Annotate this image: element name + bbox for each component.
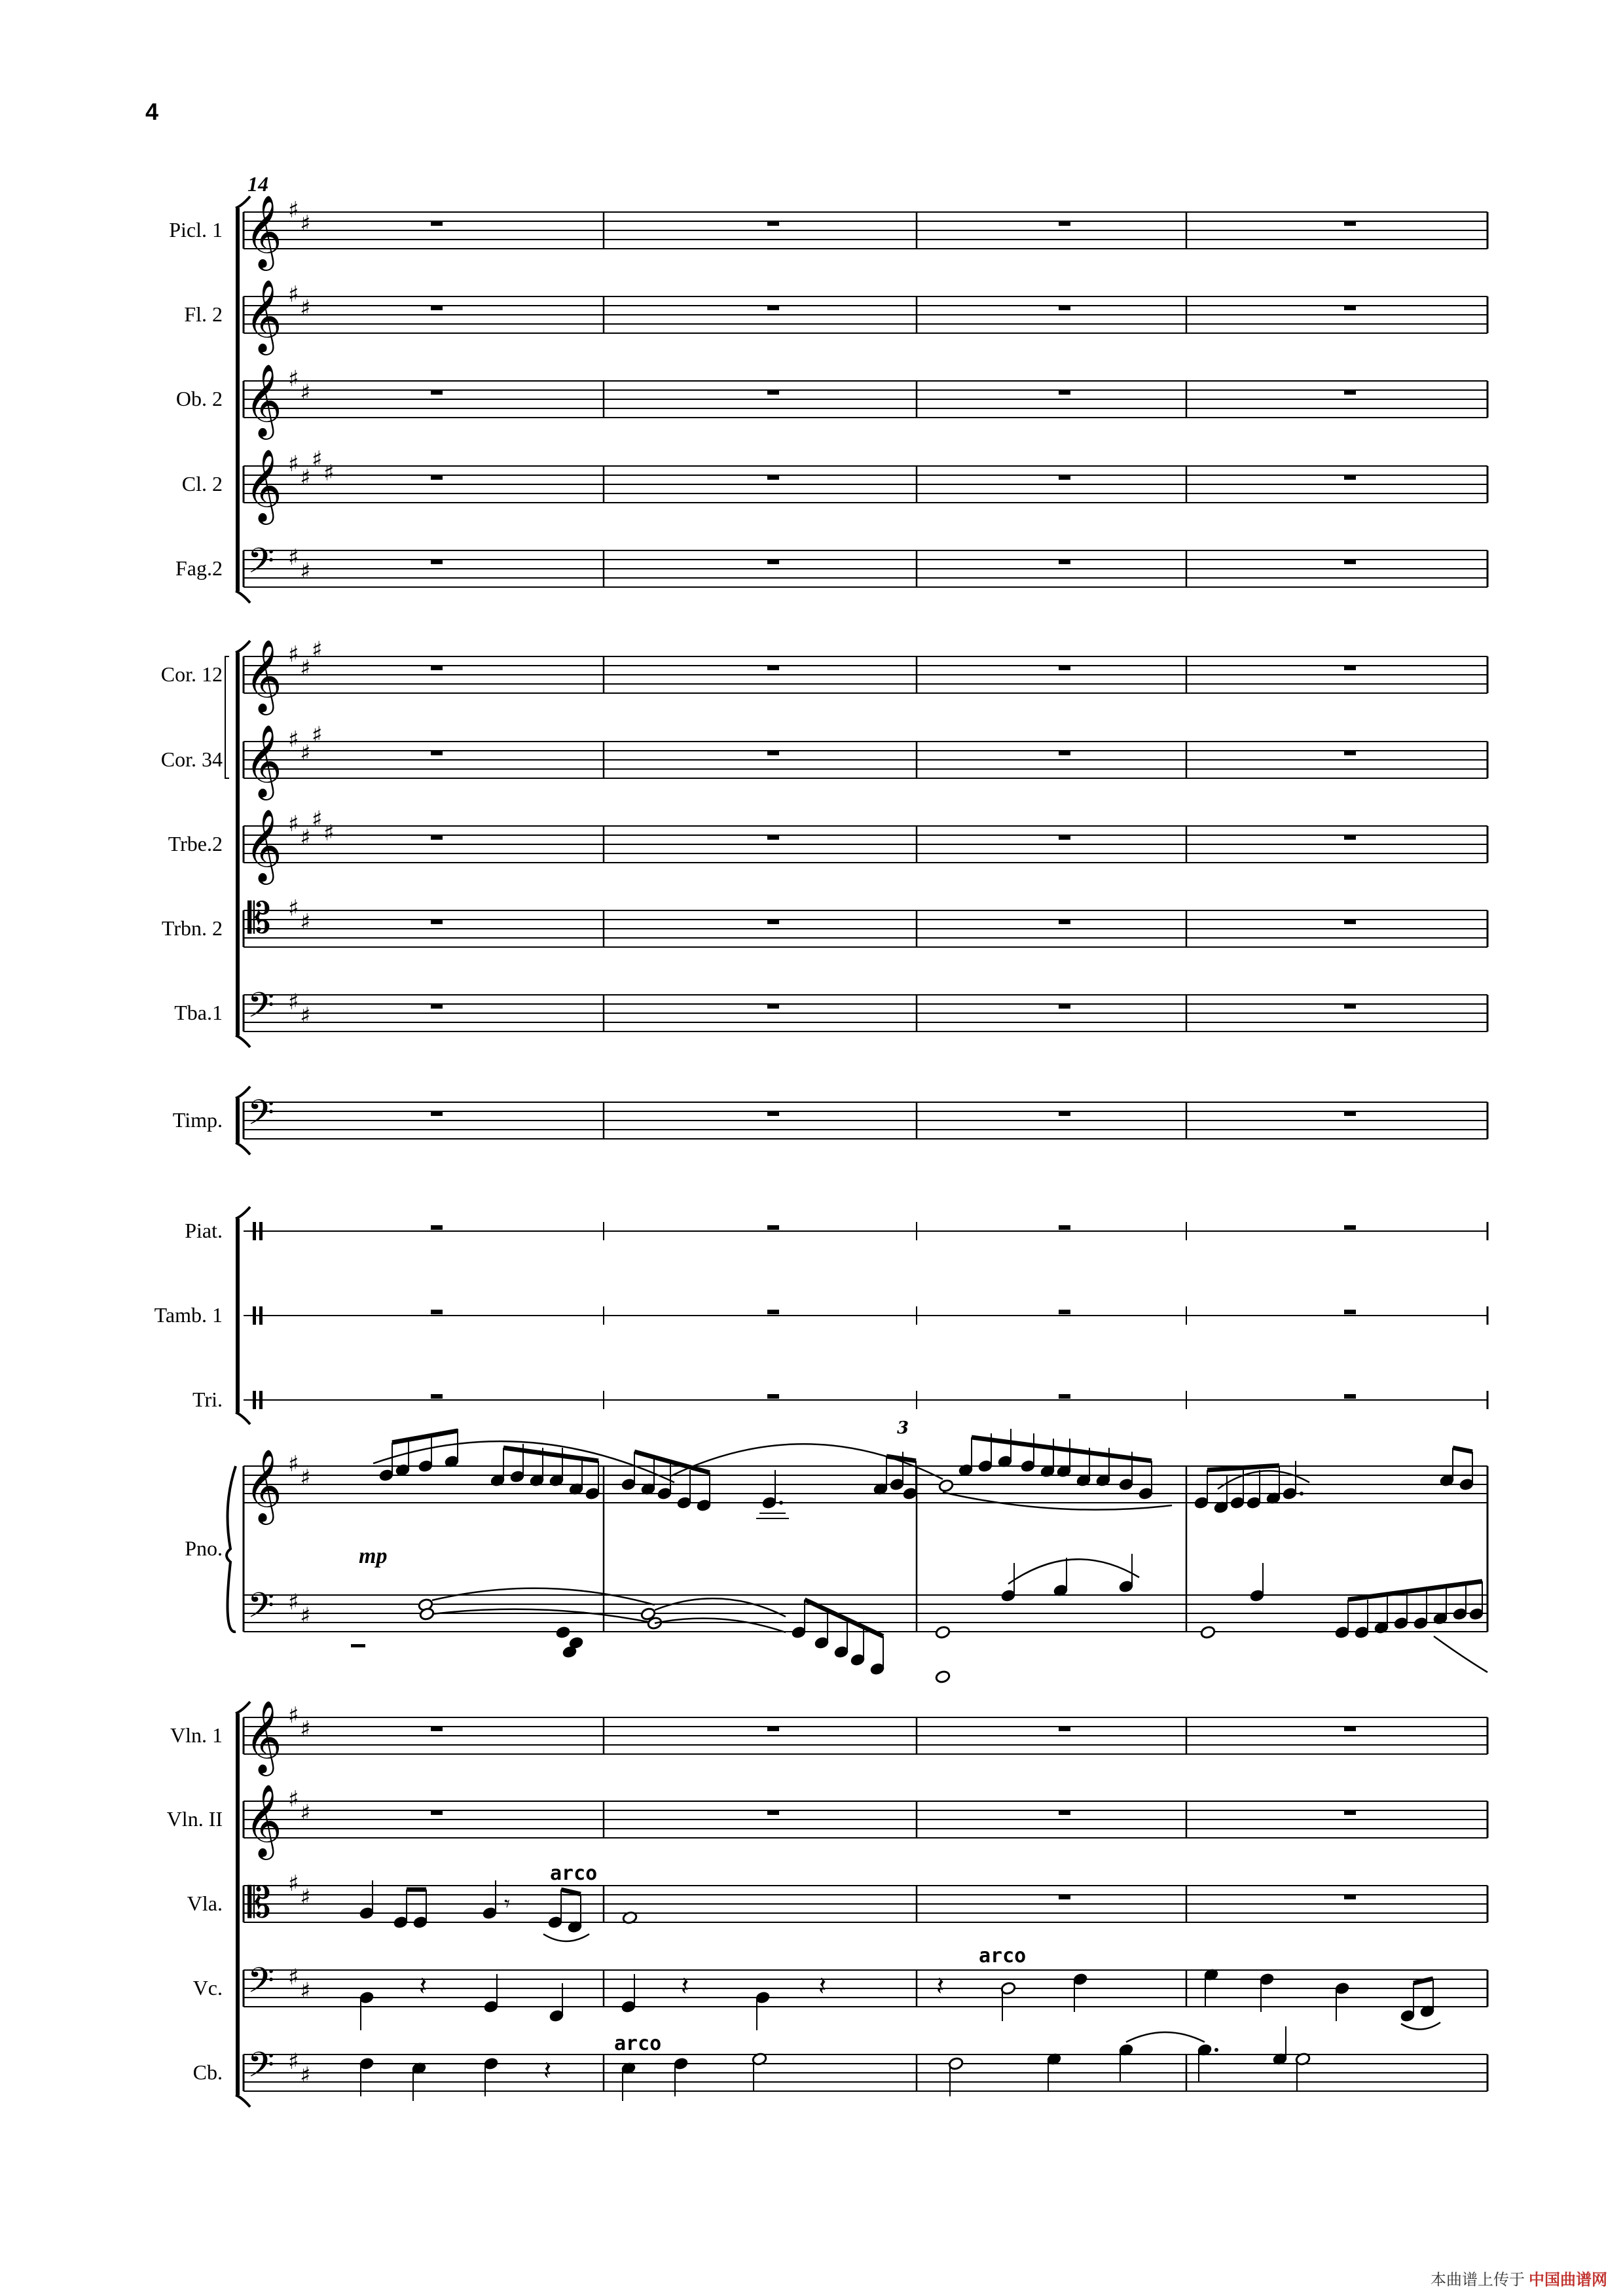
ledger-line xyxy=(756,1513,789,1518)
whole-rest xyxy=(1059,666,1070,670)
sharp-icon: ♯ xyxy=(300,1716,311,1742)
tuplet-number: 3 xyxy=(897,1418,909,1438)
beam xyxy=(392,1431,458,1443)
slur xyxy=(1401,2022,1440,2030)
whole-rest xyxy=(431,306,443,310)
percussion-clef-icon xyxy=(253,1306,256,1325)
instrument-label: Vln. 1 xyxy=(170,1723,223,1747)
treble-clef-icon: 𝄞 xyxy=(245,639,282,712)
bracket-hook xyxy=(236,1035,250,1047)
whole-rest xyxy=(1344,835,1356,840)
percussion-clef-icon xyxy=(259,1391,263,1409)
sharp-icon: ♯ xyxy=(288,726,299,753)
sharp-icon: ♯ xyxy=(300,740,311,766)
whole-rest xyxy=(767,920,779,924)
dot xyxy=(1300,1492,1304,1496)
whole-rest xyxy=(431,560,443,564)
whole-rest xyxy=(1059,751,1070,755)
watermark-text: 本曲谱上传于 xyxy=(1431,2270,1525,2289)
slur xyxy=(432,1609,655,1623)
staff-6 xyxy=(244,742,1487,778)
quarter-rest-icon: 𝄽 xyxy=(419,1971,428,2001)
staff-17 xyxy=(244,1886,1487,1922)
woodwind-bracket xyxy=(236,208,240,591)
whole-rest xyxy=(1344,1394,1356,1399)
sharp-icon: ♯ xyxy=(288,895,299,922)
instrument-label: Picl. 1 xyxy=(169,218,223,242)
beam xyxy=(805,1600,883,1636)
whole-rest xyxy=(767,751,779,755)
whole-rest xyxy=(431,1225,443,1230)
treble-clef-icon: 𝄞 xyxy=(245,194,282,268)
whole-rest xyxy=(767,560,779,564)
whole-rest xyxy=(1059,306,1070,310)
whole-rest xyxy=(1344,221,1356,226)
staff-0 xyxy=(244,212,1487,249)
sharp-icon: ♯ xyxy=(288,366,299,392)
instrument-label: Cb. xyxy=(192,2060,223,2084)
whole-rest xyxy=(1059,221,1070,226)
whole-rest xyxy=(1059,1394,1070,1399)
instrument-label: Tba.1 xyxy=(174,1001,223,1024)
arco-marking: arco xyxy=(614,2032,662,2055)
instrument-label: Cor. 34 xyxy=(160,747,223,771)
sharp-icon: ♯ xyxy=(300,909,311,935)
sharp-icon: ♯ xyxy=(300,1800,311,1826)
slur xyxy=(1434,1636,1487,1672)
staff-9 xyxy=(244,995,1487,1031)
staff-15 xyxy=(244,1717,1487,1754)
whole-rest xyxy=(1344,1111,1356,1116)
beam xyxy=(503,1448,598,1461)
sharp-icon: ♯ xyxy=(288,545,299,571)
treble-clef-icon: 𝄞 xyxy=(245,279,282,352)
whole-rest xyxy=(767,1004,779,1009)
treble-clef-icon: 𝄞 xyxy=(245,724,282,797)
eighth-rest-icon: 𝄾 xyxy=(504,1891,511,1917)
whole-rest xyxy=(431,751,443,755)
whole-rest xyxy=(431,1310,443,1314)
whole-rest xyxy=(1059,560,1070,564)
whole-rest xyxy=(1059,1727,1070,1731)
sharp-icon: ♯ xyxy=(288,641,299,668)
notehead xyxy=(1200,1626,1216,1640)
sharp-icon: ♯ xyxy=(300,1884,311,1910)
instrument-label: Tamb. 1 xyxy=(154,1303,223,1327)
beam xyxy=(1453,1448,1472,1452)
sharp-icon: ♯ xyxy=(288,1786,299,1812)
quarter-rest-icon: 𝄽 xyxy=(543,2056,552,2086)
instrument-label: Piat. xyxy=(185,1219,223,1242)
sharp-icon: ♯ xyxy=(288,1964,299,1990)
whole-rest xyxy=(1059,920,1070,924)
treble-clef-icon: 𝄞 xyxy=(245,448,282,522)
sharp-icon: ♯ xyxy=(300,211,311,237)
whole-rest xyxy=(1059,835,1070,840)
slur xyxy=(655,1619,786,1632)
sharp-icon: ♯ xyxy=(300,1603,311,1629)
whole-rest xyxy=(1059,1310,1070,1314)
instrument-label: Fl. 2 xyxy=(184,302,223,326)
treble-clef-icon: 𝄞 xyxy=(245,1700,282,1773)
whole-rest xyxy=(767,1225,779,1230)
whole-rest xyxy=(767,835,779,840)
whole-rest xyxy=(431,1111,443,1116)
instrument-label: Vln. II xyxy=(166,1807,223,1831)
whole-rest xyxy=(1059,1895,1070,1899)
arco-marking: arco xyxy=(979,1945,1027,1967)
whole-rest xyxy=(1344,1810,1356,1815)
staff-2 xyxy=(244,381,1487,418)
notehead xyxy=(935,1626,951,1640)
staff-5 xyxy=(244,656,1487,693)
whole-rest xyxy=(431,666,443,670)
sharp-icon: ♯ xyxy=(300,380,311,406)
instrument-label: Tri. xyxy=(192,1388,223,1411)
whole-rest xyxy=(1344,1310,1356,1314)
whole-rest xyxy=(431,1810,443,1815)
sharp-icon: ♯ xyxy=(300,1978,311,2004)
whole-rest xyxy=(1344,1004,1356,1009)
whole-rest xyxy=(431,390,443,395)
bass-clef-icon: 𝄢 xyxy=(247,2045,275,2094)
notehead xyxy=(555,1626,571,1640)
brass-bracket xyxy=(236,653,240,1035)
whole-rest xyxy=(767,475,779,480)
whole-rest xyxy=(431,835,443,840)
sharp-icon: ♯ xyxy=(300,2062,311,2089)
treble-clef-icon: 𝄞 xyxy=(245,808,282,882)
horn-sub-bracket xyxy=(225,656,229,778)
bass-clef-icon: 𝄢 xyxy=(247,1961,275,2009)
bass-clef-icon: 𝄢 xyxy=(247,1586,275,1634)
whole-rest xyxy=(1059,1810,1070,1815)
sharp-icon: ♯ xyxy=(312,806,323,833)
staff-3 xyxy=(244,466,1487,503)
slur xyxy=(1126,2032,1205,2042)
whole-rest xyxy=(767,306,779,310)
percussion-clef-icon xyxy=(259,1306,263,1325)
whole-rest xyxy=(1344,1225,1356,1230)
whole-rest xyxy=(1059,390,1070,395)
watermark xyxy=(1431,2267,1607,2289)
sharp-icon: ♯ xyxy=(300,825,311,851)
whole-rest xyxy=(431,475,443,480)
whole-rest xyxy=(767,221,779,226)
sharp-icon: ♯ xyxy=(323,820,335,846)
whole-rest xyxy=(1059,475,1070,480)
sharp-icon: ♯ xyxy=(300,558,311,584)
slur xyxy=(1008,1559,1139,1584)
treble-clef-icon: 𝄞 xyxy=(245,1448,282,1522)
whole-rest xyxy=(1059,1225,1070,1230)
staff-1 xyxy=(244,296,1487,333)
slur xyxy=(432,1588,655,1605)
quarter-rest-icon: 𝄽 xyxy=(818,1971,827,2001)
quarter-rest-icon: 𝄽 xyxy=(936,1971,945,2001)
sharp-icon: ♯ xyxy=(288,1702,299,1729)
sharp-icon: ♯ xyxy=(288,197,299,223)
staff-8 xyxy=(244,910,1487,947)
staff-4 xyxy=(244,550,1487,587)
whole-rest xyxy=(1344,306,1356,310)
sharp-icon: ♯ xyxy=(288,1451,299,1477)
whole-rest xyxy=(1344,666,1356,670)
arco-marking: arco xyxy=(550,1862,598,1885)
slur xyxy=(543,1934,589,1941)
instrument-label: Cl. 2 xyxy=(181,472,223,495)
bracket-hook xyxy=(236,1143,250,1155)
sharp-icon: ♯ xyxy=(312,446,323,473)
sharp-icon: ♯ xyxy=(312,637,323,663)
staff-18 xyxy=(244,1970,1487,2007)
whole-rest xyxy=(767,390,779,395)
sharp-icon: ♯ xyxy=(288,451,299,477)
sharp-icon: ♯ xyxy=(288,2049,299,2075)
bracket-hook xyxy=(236,591,250,603)
beam xyxy=(972,1437,1152,1461)
whole-rest xyxy=(431,920,443,924)
dynamic-marking: mp xyxy=(359,1544,388,1568)
whole-rest xyxy=(1344,920,1356,924)
beam xyxy=(561,1890,581,1894)
staff-16 xyxy=(244,1801,1487,1838)
half-rest xyxy=(351,1644,365,1647)
watermark-brand: 中国曲谱网 xyxy=(1529,2270,1607,2289)
instrument-label: Vla. xyxy=(187,1892,223,1915)
sharp-icon: ♯ xyxy=(300,1465,311,1491)
staff-7 xyxy=(244,826,1487,863)
whole-rest xyxy=(767,1727,779,1731)
percussion-clef-icon xyxy=(259,1222,263,1240)
sharp-icon: ♯ xyxy=(300,465,311,491)
sharp-icon: ♯ xyxy=(300,1003,311,1029)
whole-rest xyxy=(431,1004,443,1009)
sharp-icon: ♯ xyxy=(300,295,311,321)
grand-staff-brace xyxy=(227,1466,236,1632)
treble-clef-icon: 𝄞 xyxy=(245,363,282,437)
page-number: 4 xyxy=(145,98,159,125)
notehead xyxy=(935,1670,951,1684)
sharp-icon: ♯ xyxy=(288,811,299,837)
slur xyxy=(943,1492,1172,1510)
whole-rest xyxy=(767,1111,779,1116)
piano-treble-staff xyxy=(244,1466,1487,1503)
strings-bracket xyxy=(236,1713,240,2095)
instrument-label: Vc. xyxy=(192,1976,223,2000)
whole-rest xyxy=(767,1310,779,1314)
measure-number: 14 xyxy=(247,172,268,196)
bracket-hook xyxy=(236,1412,250,1424)
slur xyxy=(671,1444,943,1479)
dot xyxy=(779,1501,783,1505)
sharp-icon: ♯ xyxy=(288,1871,299,1897)
beam xyxy=(1348,1581,1482,1600)
whole-rest xyxy=(1344,751,1356,755)
whole-rest xyxy=(1344,390,1356,395)
whole-rest xyxy=(1059,1111,1070,1116)
timpani-bracket xyxy=(236,1098,240,1143)
instrument-label: Trbn. 2 xyxy=(161,916,223,940)
whole-rest xyxy=(767,1810,779,1815)
instrument-label: Cor. 12 xyxy=(160,662,223,686)
dot xyxy=(1214,2048,1218,2052)
quarter-rest-icon: 𝄽 xyxy=(681,1971,689,2001)
bracket-hook xyxy=(236,2095,250,2107)
percussion-bracket xyxy=(236,1219,240,1412)
instrument-label: Timp. xyxy=(172,1108,223,1132)
bass-clef-icon: 𝄢 xyxy=(247,541,275,590)
instrument-label: Trbe.2 xyxy=(168,832,223,855)
c-clef-icon: 𝄡 xyxy=(247,1879,271,1928)
whole-rest xyxy=(1344,560,1356,564)
percussion-clef-icon xyxy=(253,1391,256,1409)
whole-rest xyxy=(1344,475,1356,480)
bass-clef-icon: 𝄢 xyxy=(247,986,275,1034)
bass-clef-icon: 𝄢 xyxy=(247,1093,275,1141)
whole-rest xyxy=(1059,1004,1070,1009)
percussion-clef-icon xyxy=(253,1222,256,1240)
whole-rest xyxy=(431,1394,443,1399)
c-clef-icon: 𝄡 xyxy=(247,895,271,943)
instrument-label: Pno. xyxy=(185,1536,223,1560)
instrument-label: Ob. 2 xyxy=(175,387,223,410)
bracket-hook xyxy=(236,1207,250,1219)
sharp-icon: ♯ xyxy=(300,655,311,681)
whole-rest xyxy=(767,1394,779,1399)
sharp-icon: ♯ xyxy=(288,1589,299,1615)
sharp-icon: ♯ xyxy=(288,989,299,1015)
whole-rest xyxy=(1344,1727,1356,1731)
sharp-icon: ♯ xyxy=(312,722,323,748)
whole-rest xyxy=(1344,1895,1356,1899)
whole-rest xyxy=(767,666,779,670)
beam xyxy=(886,1456,916,1461)
whole-rest xyxy=(431,1727,443,1731)
instrument-label: Fag.2 xyxy=(175,556,223,580)
sharp-icon: ♯ xyxy=(288,281,299,308)
notehead xyxy=(938,1479,954,1493)
treble-clef-icon: 𝄞 xyxy=(245,1784,282,1857)
sharp-icon: ♯ xyxy=(323,460,335,486)
staff-10 xyxy=(244,1102,1487,1139)
whole-rest xyxy=(431,221,443,226)
